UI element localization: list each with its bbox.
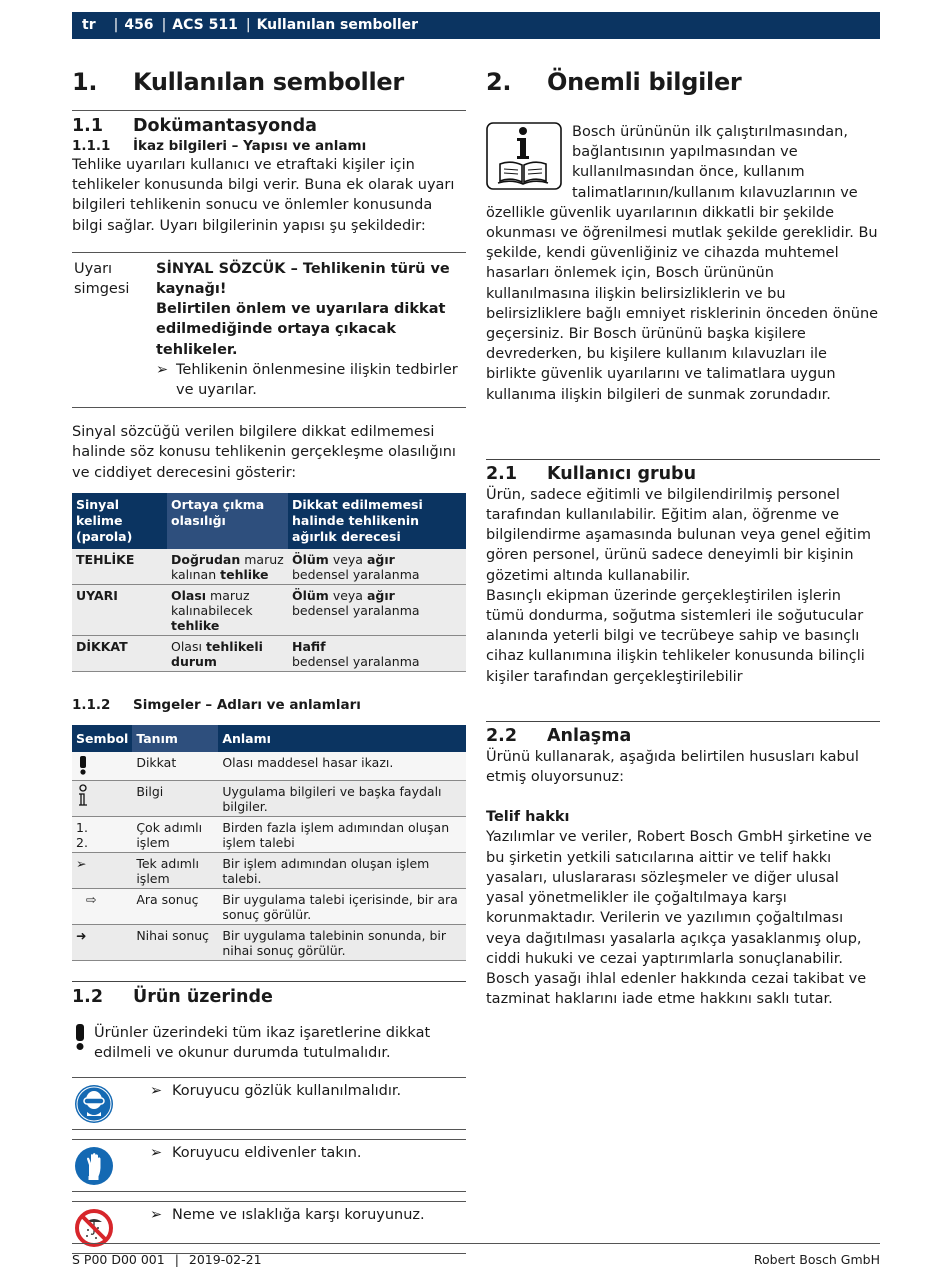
section-2-2-heading: [486, 725, 880, 747]
symbol-meaning-cell: Uygulama bilgileri ve başka faydalı bilgiler.: [218, 780, 466, 816]
symbol-meaning-cell: Birden fazla işlem adımından oluşan işlem talebi: [218, 816, 466, 852]
section-number: 2.: [486, 68, 512, 96]
symbol-cell: [72, 752, 132, 781]
symbol-cell: [72, 780, 132, 816]
important-info-block: [486, 122, 880, 405]
intermediate-result-arrow-icon: ⇨: [72, 888, 132, 924]
arrow-icon: ➢: [156, 361, 169, 378]
table-row: [72, 852, 466, 888]
section-number: 2.2: [486, 725, 518, 746]
table-header-cell: Anlamı: [218, 725, 466, 752]
signal-word-cell: DİKKAT: [72, 635, 167, 671]
safety-goggles-icon: [74, 1084, 114, 1124]
section-number: 1.2: [72, 986, 104, 1007]
arrow-icon: ➢: [150, 1083, 163, 1100]
important-info-paragraph: Bosch ürününün ilk çalıştırılmasından, bağlantısının yapılmasından ve kullanılmasından önce, kullanım talimatlarının/kullanım kılavuzlarının ve özellikle güvenlik uyarılarının dikkatli bir şekilde okunması ve öğrenilmesi mutlak şekilde gereklidir. Bu şekilde, kendi güvenliğiniz ve cihazda muhtemel hasarları önlemek için, Bosch ürününün kullanılmasına ilişkin belirsizliklerin ve bu belirsizliklere bağlı emniyet risklerinin önceden önüne geçersiniz. Bir Bosch ürününü başka kişilere devrederken, bu kişilere kullanım kılavuzları ile birlikte güvenlik uyarılarını ve talimatlara uygun kullanıma ilişkin bilgileri de sunmak zorundadır.: [486, 124, 879, 403]
table-row: [72, 888, 466, 924]
section-number: 2.1: [486, 463, 518, 484]
symbol-name-cell: Ara sonuç: [132, 888, 218, 924]
section-1-1-1-heading: [72, 137, 466, 155]
arrow-icon: ➢: [150, 1145, 163, 1162]
section-1-1-2-heading: [72, 696, 466, 714]
warning-info-paragraph: Tehlike uyarıları kullanıcı ve etraftaki kişiler için tehlikeler konusunda bilgi verir. Buna ek olarak uyarı bilgileri tehlikenin sonucu ve önlemler konusunda bilgi sağlar. Uyarı bilgilerinin yapısı şu şekildedir:: [72, 157, 455, 234]
section-number: 1.1: [72, 116, 104, 136]
warning-symbol-label: Uyarı simgesi: [74, 260, 130, 298]
section-2-1-heading: [486, 463, 880, 485]
section-2-heading: [486, 64, 880, 110]
table-row: [72, 780, 466, 816]
product-warning-text: Ürünler üzerindeki tüm ikaz işaretlerine dikkat edilmeli ve okunur durumda tutulmalıdır.: [94, 1024, 431, 1062]
symbol-name-cell: Tek adımlı işlem: [132, 852, 218, 888]
section-title: İkaz bilgileri – Yapısı ve anlamı: [133, 138, 367, 154]
section-number: 1.1.2: [72, 696, 111, 713]
table-row: [72, 549, 466, 585]
copyright-paragraph: Yazılımlar ve veriler, Robert Bosch GmbH şirketine ve bu şirketin yetkili satıcılarına aittir ve telif hakkı yasaları, uluslararası sözleşmeler ve diğer ulusal yasal yönetmelikler ile çoğaltılmaya karşı korunmaktadır. Verilerin ve yazılımın çoğaltılması veya dağıtılması yasalarla açıkça yasaklanmış olup, ciddi hukuki ve cezai yaptırımlarla sonuçlanabilir. Bosch yasağı ihlal edenler hakkında cezai takibat ve tazminat haklarını iade etme hakkını saklı tutar.: [486, 829, 872, 1008]
symbol-name-cell: Dikkat: [132, 752, 218, 781]
table-row: [72, 752, 466, 781]
table-row: [72, 924, 466, 960]
warning-text: Neme ve ıslaklığa karşı koruyunuz.: [172, 1207, 425, 1224]
warning-structure-box: [72, 252, 466, 408]
table-header-row: [72, 493, 466, 549]
severity-cell: Ölüm veya ağır bedensel yaralanma: [288, 584, 466, 635]
section-title: Anlaşma: [547, 725, 632, 746]
header-page: 456: [124, 17, 154, 33]
symbol-meaning-cell: Bir uygulama talebi içerisinde, bir ara sonuç görülür.: [218, 888, 466, 924]
read-manual-icon: [486, 122, 562, 192]
header-product: ACS 511: [172, 17, 238, 33]
section-number: 1.1.1: [72, 138, 111, 154]
section-title: Önemli bilgiler: [547, 68, 742, 96]
exclamation-icon: [76, 755, 90, 775]
symbol-name-cell: Nihai sonuç: [132, 924, 218, 960]
section-title: Simgeler – Adları ve anlamları: [133, 696, 361, 713]
signal-word-cell: UYARI: [72, 584, 167, 635]
symbol-meaning-cell: Bir işlem adımından oluşan işlem talebi.: [218, 852, 466, 888]
footer-company: Robert Bosch GmbH: [753, 1252, 880, 1267]
warning-goggles-row: [72, 1077, 466, 1130]
table-header-cell: Ortaya çıkma olasılığı: [167, 493, 288, 549]
section-title: Dokümantasyonda: [133, 116, 317, 136]
danger-consequence-line: Belirtilen önlem ve uyarılara dikkat edilmediğinde ortaya çıkacak tehlikeler.: [156, 301, 446, 358]
final-result-arrow-icon: ➜: [72, 924, 132, 960]
severity-cell: Ölüm veya ağır bedensel yaralanma: [288, 549, 466, 585]
symbol-name-cell: Çok adımlı işlem: [132, 816, 218, 852]
table-header-cell: Sembol: [72, 725, 132, 752]
user-group-paragraph-2: Basınçlı ekipman üzerinde gerçekleştirilen işlerin tümü dondurma, soğutma sistemleri ile soğutucular alanında yeterli bilgi ve tecrübeye sahip ve basınçlı cihaz kullanımına ilişkin tehlikeler konusunda bilinçli kişiler tarafından gerçekleştirilebilir: [486, 587, 865, 685]
section-1-2-heading: [72, 985, 466, 1009]
footer-date: 2019-02-21: [188, 1252, 262, 1267]
section-title: Kullanılan semboller: [133, 68, 404, 96]
table-header-cell: Sinyal kelime (parola): [72, 493, 167, 549]
warning-gloves-row: [72, 1139, 466, 1192]
divider: [486, 721, 880, 722]
table-header-row: [72, 725, 466, 752]
severity-cell: Hafif bedensel yaralanma: [288, 635, 466, 671]
section-1-1-heading: [72, 115, 466, 137]
signal-intro-paragraph: Sinyal sözcüğü verilen bilgilere dikkat edilmemesi halinde söz konusu tehlikenin gerçekleşme olasılığını ve ciddiyet derecesini gösterir:: [72, 424, 456, 481]
divider: [72, 110, 466, 111]
table-row: [72, 584, 466, 635]
info-icon: [76, 784, 90, 808]
divider: [72, 981, 466, 982]
signal-word-line: SİNYAL SÖZCÜK – Tehlikenin türü ve kaynağı!: [156, 260, 450, 298]
copyright-heading: Telif hakkı: [486, 809, 570, 826]
header-lang: tr: [82, 17, 96, 33]
right-column: [486, 64, 880, 1009]
arrow-icon: ➢: [150, 1207, 163, 1224]
probability-cell: Olası maruz kalınabilecek tehlike: [167, 584, 288, 635]
divider: [486, 459, 880, 460]
protective-gloves-icon: [74, 1146, 114, 1186]
signal-word-table: [72, 493, 466, 672]
measures-line: Tehlikenin önlenmesine ilişkin tedbirler ve uyarılar.: [176, 361, 458, 399]
section-1-heading: [72, 64, 466, 110]
product-warning-note: [72, 1023, 466, 1063]
exclamation-icon: [72, 1023, 94, 1051]
symbol-meaning-cell: Olası maddesel hasar ikazı.: [218, 752, 466, 781]
left-column: [72, 64, 466, 1254]
table-row: [72, 635, 466, 671]
page-header: tr | 456 | ACS 511 | Kullanılan semboller: [72, 12, 880, 39]
symbol-meaning-cell: Bir uygulama talebinin sonunda, bir nihai sonuç görülür.: [218, 924, 466, 960]
table-row: [72, 816, 466, 852]
steps-symbol-cell: 1. 2.: [72, 816, 132, 852]
probability-cell: Olası tehlikeli durum: [167, 635, 288, 671]
user-group-paragraph-1: Ürün, sadece eğitimli ve bilgilendirilmiş personel tarafından kullanılabilir. Eğitim alan, öğrenme ve bilgilendirme aşamasında bulunan veya genel eğitim gören personel, ürünü sadece deneyimli bir kişinin gözetimi altında kullanabilir.: [486, 486, 871, 584]
section-number: 1.: [72, 68, 98, 96]
probability-cell: Doğrudan maruz kalınan tehlike: [167, 549, 288, 585]
agreement-paragraph: Ürünü kullanarak, aşağıda belirtilen hususları kabul etmiş oluyorsunuz:: [486, 748, 859, 786]
table-header-cell: Dikkat edilmemesi halinde tehlikenin ağırlık derecesi: [288, 493, 466, 549]
footer-doc-id: S P00 D00 001: [72, 1252, 165, 1267]
table-header-cell: Tanım: [132, 725, 218, 752]
page-footer: S P00 D00 001 | 2019-02-21 Robert Bosch GmbH: [72, 1243, 880, 1267]
header-title: Kullanılan semboller: [256, 17, 419, 33]
signal-word-cell: TEHLİKE: [72, 549, 167, 585]
symbol-name-cell: Bilgi: [132, 780, 218, 816]
warning-text: Koruyucu eldivenler takın.: [172, 1145, 362, 1162]
section-title: Ürün üzerinde: [133, 986, 273, 1007]
warning-text: Koruyucu gözlük kullanılmalıdır.: [172, 1083, 402, 1100]
single-step-arrow-icon: ➢: [72, 852, 132, 888]
section-title: Kullanıcı grubu: [547, 463, 697, 484]
symbol-table: [72, 725, 466, 961]
